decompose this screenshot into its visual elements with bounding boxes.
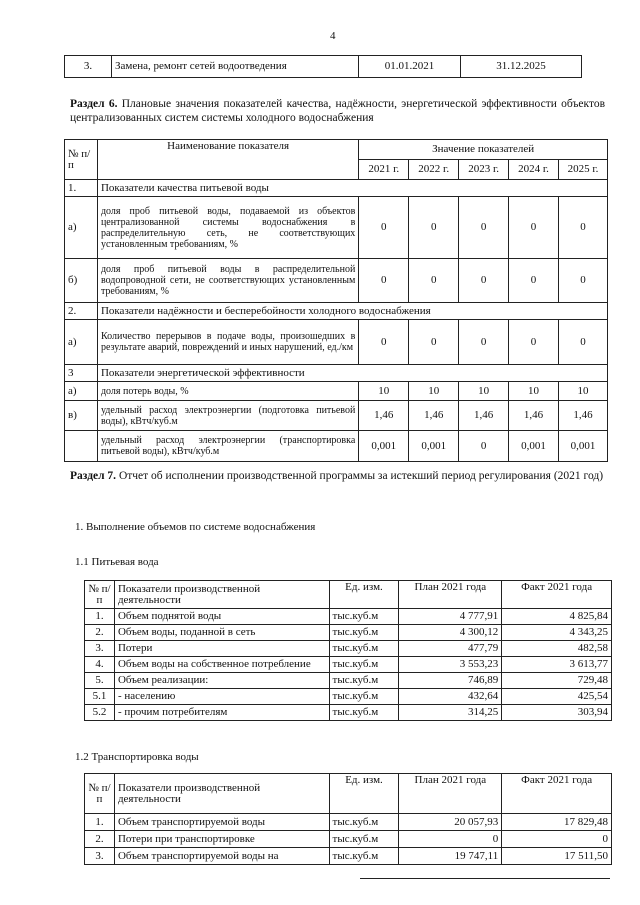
group-name: Показатели надёжности и бесперебойности холодного водоснабжения — [97, 303, 607, 320]
header-values-group: Значение показателей — [359, 140, 608, 160]
header-year: 2024 г. — [509, 160, 559, 180]
row-unit: тыс.куб.м — [329, 609, 399, 625]
row-fact: 303,94 — [502, 705, 612, 721]
row-name: Объем поднятой воды — [114, 609, 329, 625]
table-row — [85, 609, 612, 625]
group-name: Показатели энергетической эффективности — [97, 365, 607, 382]
row-unit: тыс.куб.м — [329, 657, 399, 673]
indicator-value: 0 — [509, 320, 559, 365]
header-plan: План 2021 года — [399, 774, 502, 814]
row-plan: 314,25 — [399, 705, 502, 721]
row-fact: 425,54 — [502, 689, 612, 705]
row-num: 3. — [85, 848, 115, 865]
indicator-value: 0,001 — [409, 431, 459, 462]
table-row — [65, 197, 608, 259]
row-fact: 729,48 — [502, 673, 612, 689]
row-unit: тыс.куб.м — [329, 689, 399, 705]
indicator-value: 0 — [509, 197, 559, 259]
subsection-1-1: 1.1 Питьевая вода — [75, 556, 159, 568]
indicator-value: 1,46 — [559, 401, 608, 431]
row-name: Объем воды, поданной в сеть — [114, 625, 329, 641]
row-unit: тыс.куб.м — [329, 641, 399, 657]
row-num: а) — [65, 197, 98, 259]
indicator-value: 0 — [359, 320, 409, 365]
header-num: № п/п — [85, 581, 115, 609]
group-row — [65, 365, 608, 382]
section7-label: Раздел 7. — [70, 470, 117, 482]
indicator-name: доля проб питьевой воды в распределительной водопроводной сети, не соответствующих установленным требованиям, % — [97, 259, 358, 303]
row-name: - прочим потребителям — [114, 705, 329, 721]
row-num: 5. — [85, 673, 115, 689]
table-row — [65, 382, 608, 401]
row-plan: 19 747,11 — [399, 848, 502, 865]
indicator-value: 0 — [459, 259, 509, 303]
indicator-value: 0 — [409, 197, 459, 259]
page-number: 4 — [330, 30, 336, 42]
row-fact: 17 511,50 — [502, 848, 612, 865]
indicator-value: 0,001 — [359, 431, 409, 462]
section6-heading — [70, 97, 605, 125]
table-row — [65, 259, 608, 303]
drinking-water-table — [84, 580, 612, 721]
row-name: Объем воды на собственное потребление — [114, 657, 329, 673]
indicator-value: 0 — [409, 259, 459, 303]
table-row — [65, 401, 608, 431]
indicator-value: 1,46 — [459, 401, 509, 431]
indicator-value: 0 — [459, 431, 509, 462]
row-num: 4. — [85, 657, 115, 673]
header-plan: План 2021 года — [399, 581, 502, 609]
row-plan: 432,64 — [399, 689, 502, 705]
header-year: 2021 г. — [359, 160, 409, 180]
indicator-value: 1,46 — [359, 401, 409, 431]
row-plan: 20 057,93 — [399, 814, 502, 831]
row-num — [65, 431, 98, 462]
table-row — [65, 56, 582, 78]
row-unit: тыс.куб.м — [329, 625, 399, 641]
header-name: Показатели производственной деятельности — [114, 581, 329, 609]
indicator-value: 0 — [409, 320, 459, 365]
row-plan: 3 553,23 — [399, 657, 502, 673]
row-name: Замена, ремонт сетей водоотведения — [112, 56, 359, 78]
row-unit: тыс.куб.м — [329, 814, 399, 831]
group-row — [65, 180, 608, 197]
section6-label: Раздел 6. — [70, 98, 118, 110]
table-row — [65, 431, 608, 462]
table-row — [85, 814, 612, 831]
table-header-row — [85, 581, 612, 609]
row-num: 1. — [85, 814, 115, 831]
row-unit: тыс.куб.м — [329, 673, 399, 689]
water-transport-table — [84, 773, 612, 865]
header-name: Показатели производственной деятельности — [114, 774, 329, 814]
table-row — [85, 641, 612, 657]
indicator-value: 10 — [559, 382, 608, 401]
indicator-value: 1,46 — [509, 401, 559, 431]
section7-heading — [70, 469, 610, 483]
row-unit: тыс.куб.м — [329, 705, 399, 721]
indicator-name: Количество перерывов в подаче воды, произошедших в результате аварий, повреждений и иных нарушений, ед./км — [97, 320, 358, 365]
row-fact: 17 829,48 — [502, 814, 612, 831]
row-name: Объем транспортируемой воды на — [114, 848, 329, 865]
indicator-value: 0 — [559, 320, 608, 365]
row-num: в) — [65, 401, 98, 431]
row-fact: 4 825,84 — [502, 609, 612, 625]
header-year: 2025 г. — [559, 160, 608, 180]
row-num: 5.1 — [85, 689, 115, 705]
indicator-value: 1,46 — [409, 401, 459, 431]
table-header-row — [85, 774, 612, 814]
row-num: 2. — [85, 625, 115, 641]
header-year: 2023 г. — [459, 160, 509, 180]
indicator-value: 10 — [509, 382, 559, 401]
indicator-name: доля потерь воды, % — [97, 382, 358, 401]
header-unit: Ед. изм. — [329, 774, 399, 814]
row-name: Объем реализации: — [114, 673, 329, 689]
table-row — [85, 673, 612, 689]
group-row — [65, 303, 608, 320]
header-name: Наименование показателя — [97, 140, 358, 180]
row-num: 2. — [65, 303, 98, 320]
indicator-value: 0 — [509, 259, 559, 303]
indicator-value: 0 — [559, 259, 608, 303]
table-row — [85, 689, 612, 705]
row-num: 5.2 — [85, 705, 115, 721]
header-num: № п/п — [65, 140, 98, 180]
header-unit: Ед. изм. — [329, 581, 399, 609]
row-num: 3 — [65, 365, 98, 382]
indicator-value: 0 — [459, 320, 509, 365]
subsection-1-2: 1.2 Транспортировка воды — [75, 751, 199, 763]
row-num: б) — [65, 259, 98, 303]
indicator-value: 10 — [459, 382, 509, 401]
indicator-value: 0,001 — [559, 431, 608, 462]
indicator-value: 0 — [359, 197, 409, 259]
top-continuation-table — [64, 55, 582, 78]
indicator-value: 0 — [559, 197, 608, 259]
section6-table — [64, 139, 608, 462]
header-num: № п/п — [85, 774, 115, 814]
indicator-value: 0 — [459, 197, 509, 259]
section7-item1: 1. Выполнение объемов по системе водоснабжения — [75, 521, 316, 533]
indicator-name: удельный расход электроэнергии (подготовка питьевой воды), кВтч/куб.м — [97, 401, 358, 431]
row-num: 3. — [65, 56, 112, 78]
table-row — [85, 705, 612, 721]
row-fact: 3 613,77 — [502, 657, 612, 673]
indicator-name: удельный расход электроэнергии (транспортировка питьевой воды), кВтч/куб.м — [97, 431, 358, 462]
indicator-value: 10 — [359, 382, 409, 401]
row-name: Потери — [114, 641, 329, 657]
row-end-date: 31.12.2025 — [461, 56, 582, 78]
section7-title: Отчет об исполнении производственной программы за истекший период регулирования (2021 год) — [118, 470, 604, 482]
table-row — [85, 831, 612, 848]
row-num: 1. — [85, 609, 115, 625]
row-fact: 4 343,25 — [502, 625, 612, 641]
row-plan: 477,79 — [399, 641, 502, 657]
row-unit: тыс.куб.м — [329, 831, 399, 848]
row-num: 2. — [85, 831, 115, 848]
table-row — [85, 848, 612, 865]
indicator-name: доля проб питьевой воды, подаваемой из объектов централизованной системы водоснабжения в распределительную сеть, не соответствующих установленным требованиям, % — [97, 197, 358, 259]
bottom-rule — [360, 878, 610, 879]
row-plan: 0 — [399, 831, 502, 848]
row-num: а) — [65, 320, 98, 365]
row-fact: 0 — [502, 831, 612, 848]
row-num: 3. — [85, 641, 115, 657]
row-num: а) — [65, 382, 98, 401]
header-fact: Факт 2021 года — [502, 774, 612, 814]
row-name: - населению — [114, 689, 329, 705]
row-num: 1. — [65, 180, 98, 197]
indicator-value: 0,001 — [509, 431, 559, 462]
indicator-value: 0 — [359, 259, 409, 303]
row-fact: 482,58 — [502, 641, 612, 657]
group-name: Показатели качества питьевой воды — [97, 180, 607, 197]
row-plan: 746,89 — [399, 673, 502, 689]
indicator-value: 10 — [409, 382, 459, 401]
table-row — [65, 320, 608, 365]
row-start-date: 01.01.2021 — [359, 56, 461, 78]
section6-title: Плановые значения показателей качества, надёжности, энергетической эффективности объектов централизованных систем системы холодного водоснабжения — [70, 98, 605, 124]
header-year: 2022 г. — [409, 160, 459, 180]
row-name: Объем транспортируемой воды — [114, 814, 329, 831]
row-unit: тыс.куб.м — [329, 848, 399, 865]
table-row — [85, 657, 612, 673]
row-plan: 4 777,91 — [399, 609, 502, 625]
row-name: Потери при транспортировке — [114, 831, 329, 848]
header-fact: Факт 2021 года — [502, 581, 612, 609]
row-plan: 4 300,12 — [399, 625, 502, 641]
table-row — [85, 625, 612, 641]
